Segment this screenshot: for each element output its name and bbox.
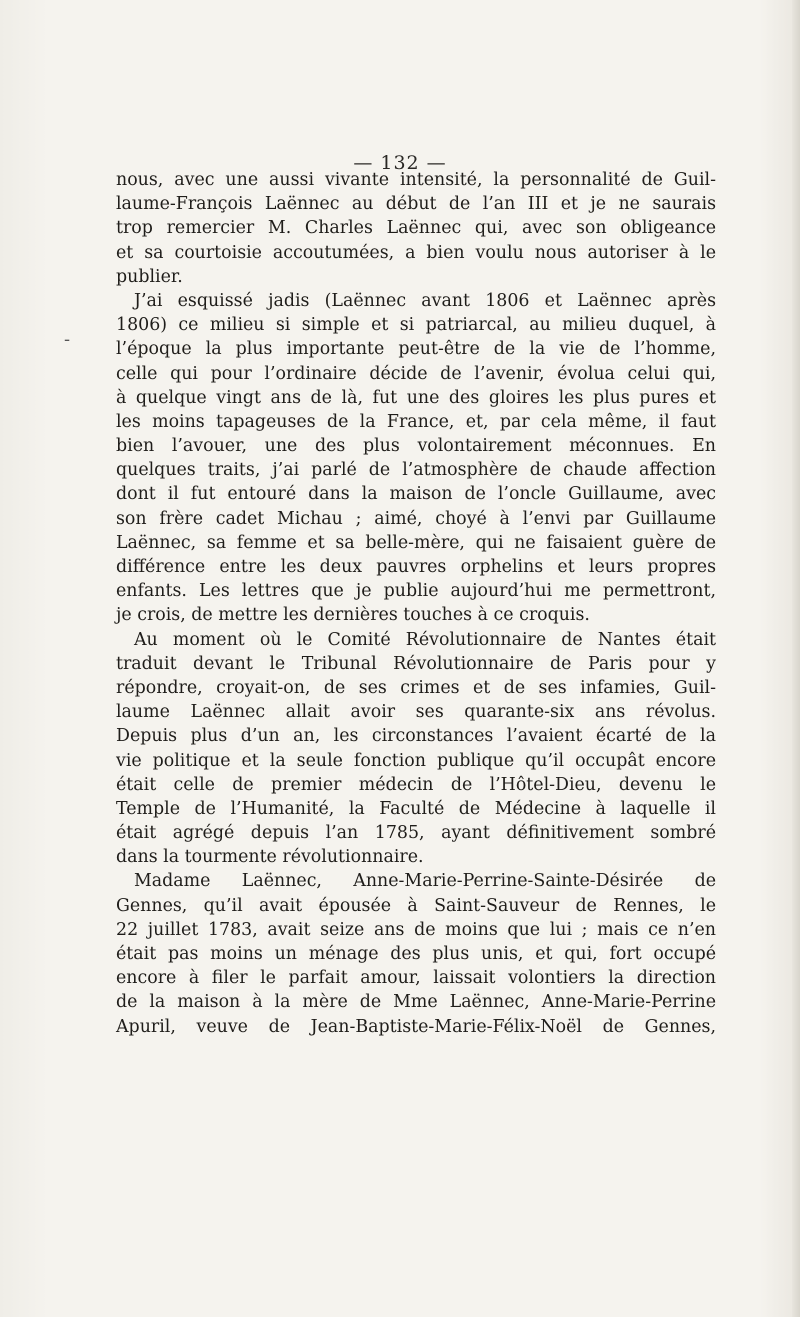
- text-line: trop remercier M. Charles Laënnec qui, avec son obligeance: [116, 218, 716, 239]
- text-line: quelques traits, j’ai parlé de l’atmosphère de chaude affection: [116, 460, 716, 481]
- text-line: nous, avec une aussi vivante intensité, la personnalité de Guil-: [116, 170, 716, 190]
- text-line: son frère cadet Michau ; aimé, choyé à l’envi par Guillaume: [116, 508, 716, 529]
- text-line: celle qui pour l’ordinaire décide de l’avenir, évolua celui qui,: [116, 363, 716, 384]
- text-line: de la maison à la mère de Mme Laënnec, Anne-Marie-Perrine: [116, 992, 716, 1013]
- text-line: les moins tapageuses de la France, et, par cela même, il faut: [116, 411, 716, 432]
- page-number: — 132 —: [353, 152, 447, 174]
- text-line: publier.: [116, 266, 183, 287]
- text-line: Laënnec, sa femme et sa belle-mère, qui ne faisaient guère de: [116, 532, 716, 553]
- text-line: était agrégé depuis l’an 1785, ayant définitivement sombré: [116, 823, 716, 844]
- text-line: encore à filer le parfait amour, laissait volontiers la direction: [116, 968, 716, 989]
- text-line: vie politique et la seule fonction publique qu’il occupât encore: [116, 750, 716, 771]
- text-line: je crois, de mettre les dernières touches à ce croquis.: [116, 605, 590, 626]
- body-text: [116, 168, 716, 1039]
- page-edge-shadow: [792, 0, 800, 1317]
- text-line: l’époque la plus importante peut-être de la vie de l’homme,: [116, 339, 716, 360]
- text-line: 22 juillet 1783, avait seize ans de moins que lui ; mais ce n’en: [116, 919, 716, 940]
- margin-mark: -: [64, 329, 71, 350]
- text-line: dont il fut entouré dans la maison de l’oncle Guillaume, avec: [116, 484, 716, 505]
- text-line: à quelque vingt ans de là, fut une des gloires les plus pures et: [116, 387, 716, 408]
- text-line: bien l’avouer, une des plus volontairement méconnues. En: [116, 436, 716, 457]
- text-line: 1806) ce milieu si simple et si patriarcal, au milieu duquel, à: [116, 315, 716, 336]
- text-line: était pas moins un ménage des plus unis, et qui, fort occupé: [116, 944, 716, 964]
- text-line: enfants. Les lettres que je publie aujourd’hui me permettront,: [116, 581, 716, 602]
- text-line: Gennes, qu’il avait épousée à Saint-Sauveur de Rennes, le: [116, 895, 716, 916]
- text-line: J’ai esquissé jadis (Laënnec avant 1806 et Laënnec après: [134, 290, 716, 311]
- text-line: était celle de premier médecin de l’Hôtel-Dieu, devenu le: [116, 774, 716, 795]
- text-line: Depuis plus d’un an, les circonstances l’avaient écarté de la: [116, 726, 716, 747]
- text-line: Madame Laënnec, Anne-Marie-Perrine-Sainte-Désirée de: [134, 871, 716, 892]
- text-line: différence entre les deux pauvres orphelins et leurs propres: [116, 557, 716, 577]
- text-line: répondre, croyait-on, de ses crimes et de ses infamies, Guil-: [116, 677, 716, 698]
- text-line: Au moment où le Comité Révolutionnaire de Nantes était: [134, 629, 716, 650]
- text-line: et sa courtoisie accoutumées, a bien voulu nous autoriser à le: [116, 242, 716, 263]
- text-line: laume-François Laënnec au début de l’an III et je ne saurais: [116, 194, 716, 215]
- text-line: Apuril, veuve de Jean-Baptiste-Marie-Félix-Noël de Gennes,: [116, 1016, 716, 1037]
- text-line: traduit devant le Tribunal Révolutionnaire de Paris pour y: [116, 653, 716, 674]
- text-line: Temple de l’Humanité, la Faculté de Médecine à laquelle il: [116, 798, 716, 819]
- text-line: laume Laënnec allait avoir ses quarante-six ans révolus.: [116, 702, 716, 723]
- text-line: dans la tourmente révolutionnaire.: [116, 847, 424, 868]
